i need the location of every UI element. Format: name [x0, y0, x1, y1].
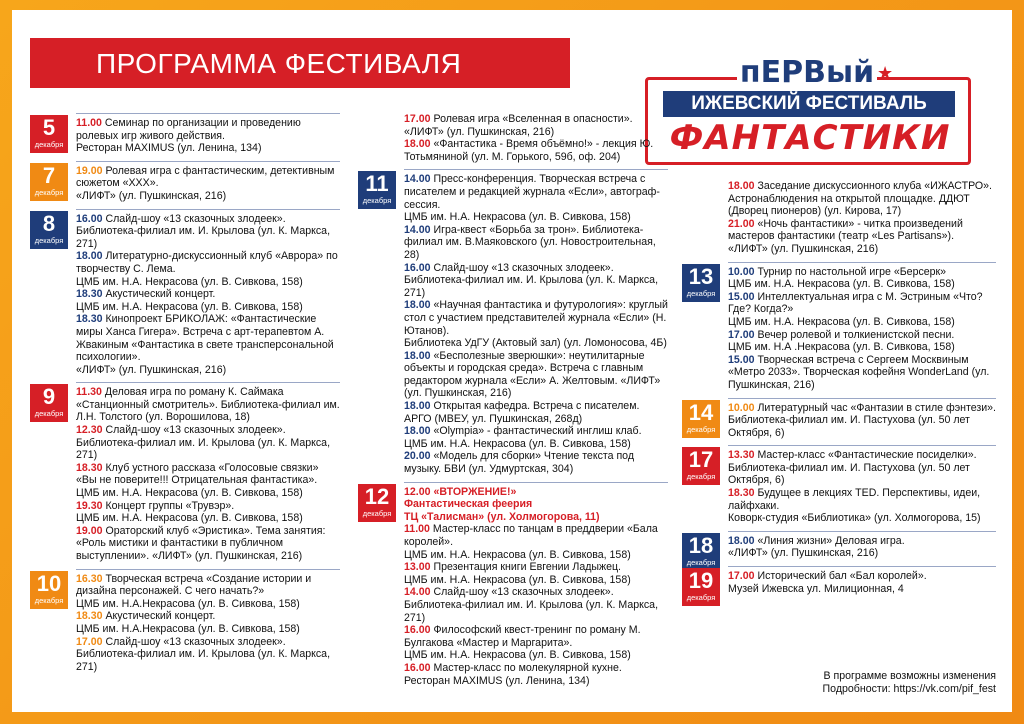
event-text: Слайд-шоу «13 сказочных злодеек». Библиотека-филиал им. И. Крылова (ул. К. Маркса, 271) [76, 424, 331, 462]
event-text: Литературно-дискуссионный клуб «Аврора» по творчеству С. Лема. ЦМБ им. Н.А. Некрасова (ул. В. Сивкова, 158) [76, 250, 338, 288]
changes-note: В программе возможны изменения [823, 670, 996, 682]
event-time: 11.00 [404, 523, 430, 536]
event-text: Слайд-шоу «13 сказочных злодеек». Библиотека-филиал им. И. Крылова (ул. К. Маркса, 271) [76, 635, 331, 673]
event-time: 12.00 [404, 485, 431, 498]
date-badge [30, 115, 68, 153]
logo-line3: ФАНТАСТИКИ [669, 118, 951, 158]
day-divider [404, 482, 668, 483]
event-text: Акустический концерт. ЦМБ им. Н.А. Некрасова (ул. В. Сивкова, 158) [76, 288, 303, 313]
event-time: 16.00 [76, 212, 103, 225]
day-continued [358, 113, 668, 163]
date-number: 17 [688, 447, 714, 473]
event-time: 12.30 [76, 424, 103, 437]
date-number: 10 [36, 570, 62, 596]
event-text: Мастер-класс «Фантастические посиделки». Библиотека-филиал им. И. Пастухова (ул. 50 лет Октября, 6) [728, 449, 977, 487]
event-item [76, 117, 340, 155]
date-month: декабря [686, 288, 716, 298]
date-number: 7 [42, 162, 56, 188]
event-text: Литературный час «Фантазии в стиле фэнтези». Библиотека-филиал им. И. Пастухова (ул. 50 лет Октября, 6) [728, 401, 996, 439]
event-text: «Научная фантастика и футурология»: круглый стол с участием представителей журнала «Если» (Н. Ютанов). Библиотека УдГУ (Актовый зал) (ул. Ломоносова, 4Б) [404, 299, 668, 350]
date-badge [30, 571, 68, 609]
day-11 [358, 169, 668, 475]
event-item [404, 523, 668, 561]
event-time: 18.00 [404, 400, 431, 413]
date-number: 11 [365, 171, 389, 197]
date-number: 14 [688, 399, 714, 425]
event-item [404, 299, 668, 349]
event-time: 17.00 [728, 328, 755, 341]
event-text: «Фантастика - Время объёмно!» - лекция Ю. Тотьмяниной (ул. М. Горького, 59б, оф. 204) [404, 138, 654, 163]
event-time: 21.00 [728, 217, 755, 230]
event-item [76, 250, 340, 288]
event-item [76, 213, 340, 251]
event-text: «Линия жизни» Деловая игра. «ЛИФТ» (ул. Пушкинская, 216) [728, 534, 905, 560]
event-item [404, 486, 668, 524]
date-badge [30, 384, 68, 422]
date-badge [30, 211, 68, 249]
date-number: 5 [42, 115, 56, 140]
day-17 [682, 445, 996, 525]
date-month: декабря [686, 472, 716, 482]
event-text: «ВТОРЖЕНИЕ!» Фантастическая феерия ТЦ «Талисман» (ул. Холмогорова, 11) [404, 485, 600, 523]
title-banner [30, 38, 570, 88]
event-item [404, 586, 668, 624]
event-item [76, 573, 340, 611]
event-text: Заседание дискуссионного клуба «ИЖАСТРО». Астронаблюдения на открытой площадке. ДДЮТ (Дворец пионеров) (ул. Кирова, 17) [728, 180, 992, 218]
event-item [728, 266, 996, 291]
event-text: Открытая кафедра. Встреча с писателем. АРГО (МВЕУ, ул. Пушкинская, 268д) [404, 400, 640, 425]
date-number: 9 [42, 384, 56, 410]
date-badge [682, 400, 720, 438]
event-time: 11.30 [76, 386, 102, 399]
event-time: 11.00 [76, 117, 102, 129]
event-text: Исторический бал «Бал королей». Музей Ижевска ул. Милиционная, 4 [728, 570, 927, 595]
event-text: Ролевая игра «Вселенная в опасности». «ЛИФТ» (ул. Пушкинская, 216) [404, 113, 633, 138]
event-item [76, 636, 340, 674]
event-time: 10.00 [728, 265, 755, 278]
event-text: «Olympia» - фантастический инглиш клаб. ЦМБ им. Н.А. Некрасова (ул. В. Сивкова, 158) [404, 425, 642, 450]
event-time: 20.00 [404, 450, 431, 463]
event-text: Концерт группы «Трувэр». ЦМБ им. Н.А. Некрасова (ул. В. Сивкова, 158) [76, 499, 303, 525]
event-time: 16.30 [76, 572, 103, 585]
day-continued [682, 180, 996, 256]
event-text: Клуб устного рассказа «Голосовые связки» «Вы не поверите!!! Отрицательная фантастика». ЦМБ им. Н.А. Некрасова (ул. В. Сивкова, 158) [76, 461, 319, 500]
date-month: декабря [686, 557, 716, 567]
event-item [76, 424, 340, 462]
date-badge [30, 163, 68, 201]
details-link[interactable]: Подробности: https://vk.com/pif_fest [822, 682, 996, 695]
date-month: декабря [34, 140, 64, 149]
event-text: Мастер-класс по молекулярной кухне. Ресторан MAXIMUS (ул. Ленина, 134) [404, 661, 622, 687]
page-title: ПРОГРАММА ФЕСТИВАЛЯ [96, 48, 462, 79]
event-time: 15.00 [728, 353, 755, 366]
date-badge [682, 568, 720, 606]
event-time: 18.30 [76, 313, 103, 326]
event-time: 18.00 [728, 534, 755, 547]
date-month: декабря [362, 508, 392, 518]
day-19 [682, 566, 996, 603]
date-number: 8 [42, 210, 56, 236]
event-text: Философский квест-тренинг по роману М. Булгакова «Мастер и Маргарита». ЦМБ им. Н.А. Некрасова (ул. В. Сивкова, 158) [404, 624, 641, 662]
event-time: 13.30 [728, 449, 755, 462]
event-item [404, 561, 668, 586]
event-text: Ораторский клуб «Эристика». Тема занятия: «Роль мистики и фантастики в публичном выступлении». «ЛИФТ» (ул. Пушкинская, 216) [76, 524, 326, 562]
date-badge [358, 171, 396, 209]
event-text: Слайд-шоу «13 сказочных злодеек». Библиотека-филиал им. И. Крылова (ул. К. Маркса, 271) [404, 586, 659, 624]
event-text: Слайд-шоу «13 сказочных злодеек». Библиотека-филиал им. И. Крылова (ул. К. Маркса, 271) [404, 261, 659, 299]
event-item [728, 180, 996, 218]
event-time: 18.30 [76, 610, 103, 623]
event-item [404, 173, 668, 223]
day-9 [30, 382, 340, 562]
event-item [76, 500, 340, 525]
event-time: 14.00 [404, 586, 431, 599]
day-divider [76, 569, 340, 570]
event-text: Презентация книги Евгении Ладыжец. ЦМБ им. Н.А. Некрасова (ул. В. Сивкова, 158) [404, 561, 631, 586]
event-time: 14.00 [404, 223, 431, 236]
day-divider [76, 209, 340, 210]
event-time: 10.00 [728, 401, 755, 414]
event-text: «Бесполезные зверюшки»: неутилитарные объекты и городская среда». Встреча с главным редактором журнала «Если» А. Желтовым. «ЛИФТ» (ул. Пушкинская, 216) [404, 349, 661, 400]
day-14 [682, 398, 996, 440]
day-12 [358, 482, 668, 688]
event-time: 18.30 [76, 461, 103, 474]
event-time: 18.00 [76, 250, 103, 263]
event-item [728, 449, 996, 487]
event-text: Турнир по настольной игре «Берсерк» ЦМБ им. Н.А. Некрасова (ул. В. Сивкова, 158) [728, 265, 955, 291]
event-item [76, 610, 340, 635]
event-time: 17.00 [404, 113, 431, 125]
event-time: 18.30 [728, 487, 755, 500]
event-text: Пресс-конференция. Творческая встреча с писателем и редакцией журнала «Если», автограф-сессия. ЦМБ им. Н.А. Некрасова (ул. В. Сивкова, 158) [404, 173, 660, 224]
schedule-column-1 [30, 113, 340, 673]
event-text: Семинар по организации и проведению ролевых игр живого действия. Ресторан MAXIMUS (ул. Ленина, 134) [76, 117, 301, 155]
event-time: 19.30 [76, 499, 103, 512]
event-time: 18.30 [76, 288, 103, 301]
day-divider [404, 169, 668, 170]
event-time: 17.00 [76, 635, 103, 648]
logo-line2: ИЖЕВСКИЙ ФЕСТИВАЛЬ [663, 91, 955, 117]
event-item [404, 425, 668, 450]
event-time: 16.00 [404, 624, 431, 637]
event-item [76, 288, 340, 313]
event-item [404, 400, 668, 425]
event-item [728, 570, 996, 595]
event-time: 18.00 [404, 138, 431, 151]
event-text: Будущее в лекциях TED. Перспективы, идеи, лайфхаки. Коворк-студия «Библиотика» (ул. Холмогорова, 15) [728, 487, 981, 525]
event-time: 18.00 [404, 299, 431, 312]
event-text: Кинопроект БРИКОЛАЖ: «Фантастические миры Ханса Гигера». Встреча с арт-терапевтом А. Жвакиным «Фантастика в свете трансперсональной психологии». «ЛИФТ» (ул. Пушкинская, 216) [76, 313, 334, 376]
day-divider [728, 531, 996, 532]
day-divider [728, 262, 996, 263]
event-time: 17.00 [728, 570, 755, 583]
event-item [728, 218, 996, 256]
festival-logo [645, 55, 970, 160]
event-item [76, 462, 340, 500]
day-13 [682, 262, 996, 392]
event-text: Вечер ролевой и толкиенистской песни. ЦМБ им. Н.А .Некрасова (ул. В. Сивкова, 158) [728, 328, 955, 354]
day-divider [728, 445, 996, 446]
event-time: 16.00 [404, 661, 431, 674]
event-text: Творческая встреча «Создание истории и дизайна персонажей. С чего начать?» ЦМБ им. Н.А.Некрасова (ул. В. Сивкова, 158) [76, 572, 312, 610]
event-time: 15.00 [728, 290, 755, 303]
date-badge [682, 264, 720, 302]
event-item [728, 291, 996, 329]
day-8 [30, 209, 340, 377]
event-item [404, 113, 668, 138]
footer-note [823, 670, 996, 695]
event-text: Слайд-шоу «13 сказочных злодеек». Библиотека-филиал им. И. Крылова (ул. К. Маркса, 271) [76, 212, 331, 250]
event-item [728, 487, 996, 525]
event-text: Ролевая игра с фантастическим, детективным сюжетом «ХХХ». «ЛИФТ» (ул. Пушкинская, 216) [76, 164, 335, 202]
day-7 [30, 161, 340, 203]
day-divider [728, 566, 996, 567]
date-month: декабря [686, 593, 716, 603]
date-month: декабря [34, 595, 64, 605]
event-item [404, 662, 668, 687]
event-item [404, 450, 668, 475]
star-icon: ★ [877, 63, 894, 83]
schedule-column-3 [682, 180, 996, 603]
event-item [728, 535, 996, 560]
date-month: декабря [34, 235, 64, 245]
event-item [76, 386, 340, 424]
event-item [404, 624, 668, 662]
event-item [404, 224, 668, 262]
event-item [728, 329, 996, 354]
event-time: 18.00 [404, 349, 431, 362]
date-badge [358, 484, 396, 522]
event-time: 13.00 [404, 561, 431, 574]
event-item [404, 138, 668, 163]
event-item [728, 402, 996, 440]
day-divider [728, 398, 996, 399]
event-item [76, 525, 340, 563]
day-18 [682, 531, 996, 567]
date-badge [682, 447, 720, 485]
date-number: 19 [688, 568, 714, 594]
event-time: 19.00 [76, 164, 103, 177]
day-10 [30, 569, 340, 674]
event-text: Мастер-класс по танцам в преддверии «Бала королей». ЦМБ им. Н.А. Некрасова (ул. В. Сивкова, 158) [404, 523, 658, 561]
date-month: декабря [362, 196, 392, 206]
event-text: «Модель для сборки» Чтение текста под музыку. БВИ (ул. Удмуртская, 304) [404, 450, 635, 476]
event-time: 19.00 [76, 524, 103, 537]
date-month: декабря [34, 409, 64, 419]
event-text: Интеллектуальная игра с М. Эстриным «Что? Где? Когда?» ЦМБ им. Н.А. Некрасова (ул. В. Сивкова, 158) [728, 290, 983, 328]
event-time: 18.00 [728, 180, 755, 192]
event-text: Акустический концерт. ЦМБ им. Н.А.Некрасова (ул. В. Сивкова, 158) [76, 610, 300, 635]
date-month: декабря [686, 424, 716, 434]
day-divider [76, 161, 340, 162]
day-divider [76, 113, 340, 114]
event-item [76, 165, 340, 203]
day-divider [76, 382, 340, 383]
date-number: 12 [364, 483, 390, 509]
event-item [728, 354, 996, 392]
event-text: «Ночь фантастики» - читка произведений мастеров фантастики (театр «Les Partisans»). «ЛИФТ» (ул. Пушкинская, 216) [728, 217, 963, 255]
event-item [76, 313, 340, 376]
event-item [404, 350, 668, 400]
logo-line1: пЕРВый [737, 55, 877, 90]
event-text: Деловая игра по роману К. Саймака «Станционный смотритель». Библиотека-филиал им. Л.Н. Толстого (ул. Ворошилова, 18) [76, 386, 340, 424]
event-item [404, 262, 668, 300]
date-month: декабря [34, 187, 64, 197]
event-text: Творческая встреча с Сергеем Москвиным «Метро 2033». Творческая кофейня WonderLand (ул. Пушкинская, 216) [728, 353, 990, 391]
date-number: 13 [688, 263, 714, 289]
event-text: Игра-квест «Борьба за трон». Библиотека-филиал им. В.Маяковского (ул. Новостроительная, 28) [404, 223, 656, 261]
day-5 [30, 113, 340, 155]
event-time: 18.00 [404, 425, 431, 438]
event-time: 14.00 [404, 173, 431, 186]
event-time: 16.00 [404, 261, 431, 274]
schedule-column-2 [358, 113, 668, 687]
date-number: 18 [688, 532, 714, 558]
